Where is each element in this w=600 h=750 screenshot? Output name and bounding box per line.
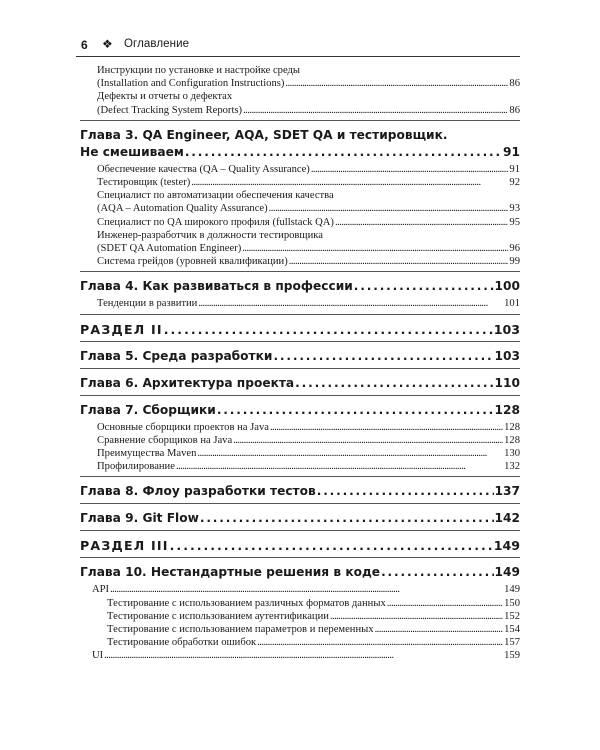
running-header: [76, 38, 520, 56]
toc-page-number: 101: [504, 298, 520, 310]
toc-page-number: 95: [509, 216, 520, 228]
toc-part: [80, 537, 520, 554]
toc-chapter-title: Глава 10. Нестандартные решения в коде: [80, 565, 381, 580]
toc-entry-title: Тестирование с использованием параметров и переменных: [107, 624, 374, 636]
toc-entry-title: Основные сборщики проектов на Java: [97, 421, 269, 433]
toc-part: [80, 321, 520, 338]
toc-entry: [80, 90, 520, 116]
leader-dots: [185, 144, 502, 161]
leader-dots: [381, 564, 493, 581]
leader-dots: [243, 104, 508, 117]
leader-dots: [164, 321, 493, 338]
leader-dots: [104, 649, 503, 662]
leader-dots: [285, 77, 508, 90]
toc-entry: [80, 64, 520, 90]
leader-dots: [311, 163, 509, 176]
toc-subentry: [80, 636, 520, 649]
toc-chapter: [80, 483, 520, 500]
toc-subentry: [80, 610, 520, 623]
toc-entry: [80, 255, 520, 268]
toc-page-number: 103: [494, 348, 520, 363]
toc-page-number: 91: [503, 144, 520, 159]
leader-dots: [197, 447, 503, 460]
toc-chapter-title: Глава 3. QA Engineer, AQA, SDET QA и тестировщик.: [80, 127, 448, 142]
toc-chapter: [80, 402, 520, 419]
section-rule: [80, 557, 520, 558]
toc-entry: [80, 447, 520, 460]
section-rule: [80, 476, 520, 477]
toc-chapter-title: Глава 4. Как развиваться в профессии: [80, 279, 353, 294]
toc-entry: [80, 583, 520, 596]
toc-page-number: 128: [504, 421, 520, 433]
toc-page-number: 110: [494, 375, 520, 390]
toc-entry: [80, 216, 520, 229]
toc-chapter: [80, 127, 520, 161]
toc-page-number: 149: [504, 584, 520, 596]
leader-dots: [295, 375, 493, 392]
toc-entry-title: API: [92, 584, 110, 596]
ornament-icon: ❖: [102, 37, 113, 51]
toc-entry-title: Система грейдов (уровней квалификации): [97, 256, 288, 268]
toc-page-number: 130: [504, 448, 520, 460]
toc-page-number: 149: [494, 565, 520, 580]
toc-entry-title: (Defect Tracking System Reports): [97, 104, 243, 116]
section-rule: [80, 271, 520, 272]
leader-dots: [335, 216, 508, 229]
leader-dots: [242, 242, 508, 255]
toc-chapter: [80, 510, 520, 527]
toc-chapter-title: Глава 6. Архитектура проекта: [80, 375, 295, 390]
header-rule: [76, 56, 520, 57]
toc-page-number: 91: [509, 163, 520, 175]
toc-entry-title: Преимущества Maven: [97, 448, 197, 460]
toc-entry-title: UI: [92, 650, 104, 662]
toc-entry: [80, 163, 520, 176]
toc-entry: [80, 229, 520, 255]
toc-entry-title: Профилирование: [97, 461, 175, 473]
table-of-contents: [80, 64, 520, 663]
toc-page-number: 137: [494, 484, 520, 499]
toc-entry-title: Специалист по автоматизации обеспечения качества: [97, 190, 334, 202]
leader-dots: [191, 176, 508, 189]
toc-page-number: 103: [493, 321, 520, 337]
toc-page-number: 128: [504, 434, 520, 446]
toc-page-number: 93: [509, 203, 520, 215]
section-rule: [80, 120, 520, 121]
toc-entry-title: Тестирование обработки ошибок: [107, 637, 257, 649]
toc-entry-title: Тестирование с использованием аутентификации: [107, 610, 329, 622]
toc-entry: [80, 434, 520, 447]
leader-dots: [176, 460, 503, 473]
toc-chapter: [80, 278, 520, 295]
leader-dots: [289, 255, 509, 268]
section-rule: [80, 503, 520, 504]
toc-entry: [80, 421, 520, 434]
toc-entry-title: Инструкции по установке и настройке среды: [97, 65, 301, 76]
toc-chapter-title: Глава 7. Сборщики: [80, 402, 216, 417]
toc-entry: [80, 176, 520, 189]
leader-dots: [387, 597, 503, 610]
toc-entry-title: Сравнение сборщиков на Java: [97, 434, 233, 446]
toc-page-number: 142: [494, 511, 520, 526]
toc-part-title: РАЗДЕЛ III: [80, 538, 169, 554]
toc-page-number: 132: [504, 461, 520, 473]
toc-entry-title: (AQA – Automation Quality Assurance): [97, 203, 268, 215]
leader-dots: [110, 583, 503, 596]
section-rule: [80, 395, 520, 396]
leader-dots: [269, 202, 509, 215]
toc-page-number: 152: [504, 610, 520, 622]
leader-dots: [200, 510, 494, 527]
toc-entry: [80, 189, 520, 215]
leader-dots: [273, 348, 493, 365]
section-rule: [80, 530, 520, 531]
toc-entry-title: Тестирование с использованием различных форматов данных: [107, 597, 386, 609]
leader-dots: [257, 636, 503, 649]
toc-page-number: 99: [509, 256, 520, 268]
toc-page-number: 128: [494, 402, 520, 417]
toc-page-number: 86: [509, 78, 520, 90]
toc-entry: [80, 460, 520, 473]
toc-part-title: РАЗДЕЛ II: [80, 321, 163, 337]
leader-dots: [317, 483, 494, 500]
toc-page-number: 159: [504, 650, 520, 662]
toc-chapter-title: Глава 5. Среда разработки: [80, 348, 273, 363]
toc-chapter-title: Глава 9. Git Flow: [80, 511, 199, 526]
leader-dots: [198, 297, 503, 310]
leader-dots: [375, 623, 504, 636]
leader-dots: [330, 610, 503, 623]
toc-entry-title: Тенденции в развитии: [97, 298, 198, 310]
toc-entry-title: Инженер-разработчик в должности тестировщика: [97, 229, 323, 241]
leader-dots: [217, 402, 494, 419]
toc-entry-title: Обеспечение качества (QA – Quality Assurance): [97, 163, 310, 175]
toc-entry-title: Тестировщик (tester): [97, 177, 191, 189]
section-rule: [80, 314, 520, 315]
toc-chapter: [80, 564, 520, 581]
running-title: Оглавление: [124, 38, 190, 50]
leader-dots: [170, 537, 493, 554]
toc-subentry: [80, 597, 520, 610]
toc-page-number: 149: [493, 538, 520, 554]
section-rule: [80, 368, 520, 369]
toc-chapter: [80, 375, 520, 392]
section-rule: [80, 341, 520, 342]
leader-dots: [233, 434, 503, 447]
toc-page-number: 96: [509, 243, 520, 255]
toc-page-number: 157: [504, 637, 520, 649]
toc-entry-title: Дефекты и отчеты о дефектах: [97, 91, 233, 103]
toc-entry-title: (Installation and Configuration Instructions): [97, 78, 285, 90]
toc-chapter-title: Не смешиваем: [80, 144, 184, 159]
toc-page-number: 154: [504, 624, 520, 636]
toc-page-number: 150: [504, 597, 520, 609]
toc-entry: [80, 649, 520, 662]
toc-entry-title: (SDET QA Automation Engineer): [97, 243, 242, 255]
toc-page-number: 86: [509, 104, 520, 116]
page-number: 6: [81, 38, 88, 52]
toc-subentry: [80, 623, 520, 636]
leader-dots: [354, 278, 494, 295]
toc-chapter: [80, 348, 520, 365]
toc-page-number: 92: [509, 177, 520, 189]
toc-entry-title: Специалист по QA широкого профиля (fullstack QA): [97, 216, 334, 228]
toc-chapter-title: Глава 8. Флоу разработки тестов: [80, 484, 316, 499]
toc-page-number: 100: [494, 279, 520, 294]
leader-dots: [270, 421, 503, 434]
toc-entry: [80, 297, 520, 310]
